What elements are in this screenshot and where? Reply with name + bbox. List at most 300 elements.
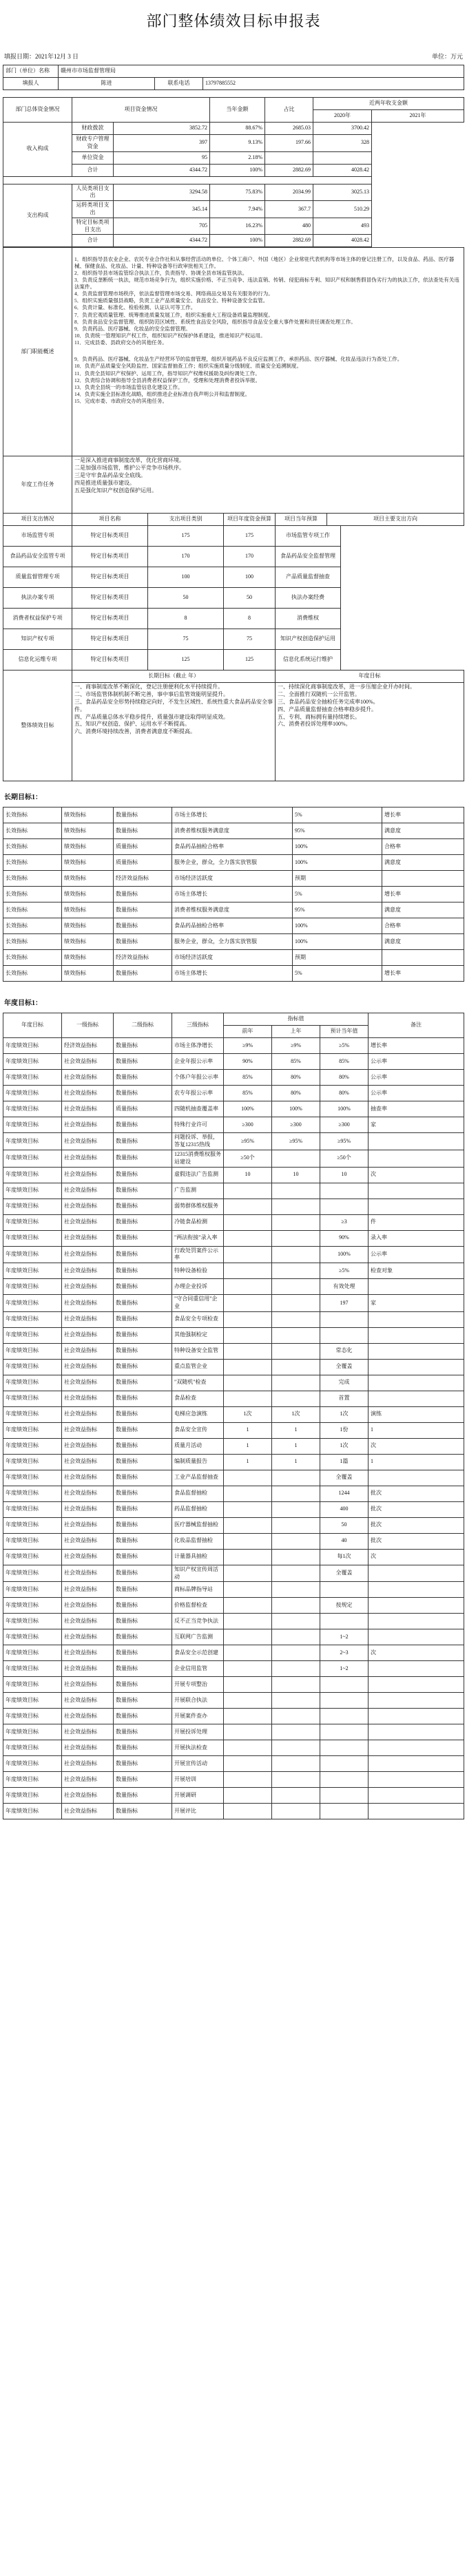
year-col-prev2	[224, 1661, 272, 1677]
year-col-cur: 全覆盖	[320, 1359, 369, 1375]
year-col-l2: 数量指标	[114, 1740, 172, 1756]
year-col-note	[369, 1614, 464, 1629]
year-col-cur: 全覆盖	[320, 1565, 369, 1582]
project-type: 特定目标类项目	[72, 650, 148, 671]
long-col-note	[382, 950, 464, 966]
year-col-prev1	[272, 1183, 320, 1199]
long-col-l1: 绩效指标	[62, 950, 114, 966]
year-col-l1: 社会效益指标	[62, 1406, 114, 1422]
year-goal-row	[3, 1645, 464, 1661]
year-col-prev2	[224, 1724, 272, 1740]
year-col-l1: 社会效益指标	[62, 1501, 114, 1517]
year-col-l1: 社会效益指标	[62, 1788, 114, 1804]
unit-label: 单位：万元	[431, 53, 463, 60]
year-col-prev2	[224, 1677, 272, 1693]
year-col-prev1	[272, 1598, 320, 1614]
project-budget-a: 8	[148, 609, 224, 629]
income-y2: 3700.42	[313, 123, 372, 135]
year-goal-row	[3, 1327, 464, 1343]
long-goal-row	[3, 855, 464, 871]
year-col-l1: 社会效益指标	[62, 1086, 114, 1101]
long-col-l1: 绩效指标	[62, 855, 114, 871]
filler-value: 陈进	[59, 78, 155, 90]
long-col-l3: 消费者维权服务满意度	[172, 902, 293, 918]
year-col-prev2	[224, 1295, 272, 1312]
year-col-prev2: 90%	[224, 1054, 272, 1070]
year-col-cur	[320, 1804, 369, 1819]
income-name: 单位资金	[72, 151, 114, 164]
expense-row	[3, 218, 464, 235]
year-col-prev2	[224, 1693, 272, 1709]
year-col-l2: 质量指标	[114, 1101, 172, 1117]
fund-hdr-item: 项目资金情况	[72, 98, 210, 123]
year-col-note	[369, 1788, 464, 1804]
year-col-note	[369, 1311, 464, 1327]
year-col-prev2: 85%	[224, 1070, 272, 1086]
long-section-title: 长期目标1：	[4, 794, 42, 802]
year-col-l1: 社会效益指标	[62, 1486, 114, 1501]
year-col-prev2: 1次	[224, 1406, 272, 1422]
project-budget-b: 170	[224, 547, 276, 567]
year-col-l3: 质量月活动	[172, 1438, 224, 1454]
year-col-l2: 数量指标	[114, 1391, 172, 1406]
year-col-prev1	[272, 1645, 320, 1661]
year-col-prev1	[272, 1391, 320, 1406]
expense-row	[3, 201, 464, 218]
year-col-prev2: ≥50个	[224, 1150, 272, 1167]
year-col-l1: 社会效益指标	[62, 1677, 114, 1693]
year-col-prev2	[224, 1598, 272, 1614]
income-row	[3, 151, 464, 164]
long-col-kind: 长效指标	[3, 902, 62, 918]
year-col-note: 1	[369, 1454, 464, 1470]
income-cur: 95	[114, 151, 210, 164]
income-name: 财政专户管理资金	[72, 135, 114, 152]
year-col-cur: 完成	[320, 1375, 369, 1391]
year-col-note	[369, 1565, 464, 1582]
year-col-l1: 社会效益指标	[62, 1470, 114, 1486]
year-col-goal: 年度绩效目标	[3, 1070, 62, 1086]
year-col-note	[369, 1598, 464, 1614]
year-goal-table	[3, 1013, 464, 1819]
year-col-note: 次	[369, 1438, 464, 1454]
year-col-prev1	[272, 1565, 320, 1582]
year-col-prev1	[272, 1661, 320, 1677]
expense-y1: 367.7	[265, 201, 313, 218]
year-col-cur: ≥95%	[320, 1133, 369, 1150]
long-goal-row	[3, 934, 464, 950]
expense-label: 支出构成	[3, 184, 72, 247]
year-col-prev2: ≥95%	[224, 1133, 272, 1150]
long-col-note	[382, 871, 464, 887]
long-goal-table	[3, 807, 464, 982]
year-col-goal: 年度绩效目标	[3, 1645, 62, 1661]
year-col-goal: 年度绩效目标	[3, 1359, 62, 1375]
year-col-l1: 社会效益指标	[62, 1343, 114, 1359]
year-col-l2: 数量指标	[114, 1150, 172, 1167]
year-col-cur: 80%	[320, 1070, 369, 1086]
year-goal-row	[3, 1343, 464, 1359]
year-col-cur: 197	[320, 1295, 369, 1312]
overall-label: 整体绩效目标	[3, 671, 72, 781]
project-name: 市场监管专项	[3, 526, 72, 547]
duties-label: 部门职能概述	[3, 248, 72, 456]
year-col-l2: 数量指标	[114, 1517, 172, 1533]
year-col-l1: 社会效益指标	[62, 1517, 114, 1533]
project-name: 质量监督管理专项	[3, 567, 72, 588]
year-col-prev1	[272, 1501, 320, 1517]
project-type: 特定目标类项目	[72, 629, 148, 650]
year-col-cur: 400	[320, 1501, 369, 1517]
year-col-goal: 年度绩效目标	[3, 1788, 62, 1804]
year-col-l2: 数量指标	[114, 1661, 172, 1677]
year-col-prev1: 10	[272, 1167, 320, 1183]
year-col-note	[369, 1391, 464, 1406]
long-col-l1: 绩效指标	[62, 807, 114, 823]
year-col-prev1	[272, 1614, 320, 1629]
year-col-prev1	[272, 1533, 320, 1549]
expense-pct: 100%	[210, 235, 265, 247]
year-col-prev1	[272, 1359, 320, 1375]
income-y2: 4028.42	[313, 164, 372, 176]
long-col-l3: 服务企业，群众，全力落实放管服	[172, 855, 293, 871]
year-col-note: 公示率	[369, 1054, 464, 1070]
year-col-prev2	[224, 1614, 272, 1629]
year-col-cur: 1~2	[320, 1661, 369, 1677]
year-goal-row	[3, 1406, 464, 1422]
year-col-goal: 年度绩效目标	[3, 1582, 62, 1598]
project-budget-b: 125	[224, 650, 276, 671]
year-goal-row	[3, 1230, 464, 1246]
year-col-prev2	[224, 1645, 272, 1661]
fund-hdr-pct: 占比	[265, 98, 313, 123]
long-col-value: 100%	[293, 855, 382, 871]
year-col-goal: 年度绩效目标	[3, 1183, 62, 1199]
year-col-l2: 数量指标	[114, 1724, 172, 1740]
year-col-prev2	[224, 1804, 272, 1819]
expense-pct: 7.94%	[210, 201, 265, 218]
fund-table	[3, 97, 464, 247]
expense-cur: 345.14	[114, 201, 210, 218]
project-direction: 执法办案经费	[276, 588, 341, 609]
overall-hdr-long: 长期目标（截止 年）	[72, 671, 276, 683]
year-col-cur: 1份	[320, 1422, 369, 1438]
year-col-goal: 年度绩效目标	[3, 1422, 62, 1438]
year-col-note	[369, 1133, 464, 1150]
year-col-l2: 数量指标	[114, 1565, 172, 1582]
year-col-cur	[320, 1183, 369, 1199]
year-goal-row	[3, 1709, 464, 1724]
year-col-l2: 数量指标	[114, 1645, 172, 1661]
year-goal-row	[3, 1086, 464, 1101]
long-col-kind: 长效指标	[3, 855, 62, 871]
year-col-goal: 年度绩效目标	[3, 1598, 62, 1614]
year-col-l2: 数量指标	[114, 1311, 172, 1327]
year-col-goal: 年度绩效目标	[3, 1772, 62, 1788]
project-row	[3, 588, 464, 609]
year-col-note: 家	[369, 1295, 464, 1312]
year-col-note: 次	[369, 1549, 464, 1565]
yh-c: 二级指标	[114, 1013, 172, 1038]
year-col-cur	[320, 1199, 369, 1214]
year-col-cur: 首置	[320, 1391, 369, 1406]
year-col-l2: 数量指标	[114, 1598, 172, 1614]
year-col-note	[369, 1661, 464, 1677]
page-title: 部门整体绩效目标申报表	[146, 12, 321, 30]
long-col-l3: 市场经济活跃度	[172, 871, 293, 887]
year-col-note: 批次	[369, 1501, 464, 1517]
year-col-l1: 社会效益指标	[62, 1740, 114, 1756]
year-col-prev2	[224, 1199, 272, 1214]
year-col-l3: 企业年报公示率	[172, 1054, 224, 1070]
year-col-goal: 年度绩效目标	[3, 1199, 62, 1214]
year-col-l1: 社会效益指标	[62, 1133, 114, 1150]
year-col-l2: 数量指标	[114, 1327, 172, 1343]
year-col-l2: 数量指标	[114, 1756, 172, 1772]
long-col-value: 5%	[293, 966, 382, 982]
year-col-note	[369, 1804, 464, 1819]
form-page	[0, 10, 467, 1828]
long-col-l1: 绩效指标	[62, 934, 114, 950]
year-section-title: 年度目标1：	[4, 1000, 42, 1008]
long-col-value: 100%	[293, 918, 382, 934]
year-col-l3: 工业产品监督抽查	[172, 1470, 224, 1486]
long-goal-row	[3, 887, 464, 902]
long-col-l2: 数量指标	[114, 934, 172, 950]
year-col-l3: 食品安全宣传	[172, 1422, 224, 1438]
year-col-cur: 80%	[320, 1086, 369, 1101]
long-col-value: 预期	[293, 871, 382, 887]
year-col-note	[369, 1327, 464, 1343]
year-goal-row	[3, 1117, 464, 1133]
project-type: 特定目标类项目	[72, 526, 148, 547]
long-col-value: 5%	[293, 807, 382, 823]
year-col-l2: 数量指标	[114, 1772, 172, 1788]
long-goal-row	[3, 902, 464, 918]
dept-label: 部门（单位）名称	[3, 65, 59, 78]
year-col-note	[369, 1279, 464, 1295]
expense-name: 运转类项目支出	[72, 201, 114, 218]
year-col-l1: 社会效益指标	[62, 1327, 114, 1343]
dept-value: 赣州市市场监督管理局	[59, 65, 464, 78]
year-col-prev2	[224, 1391, 272, 1406]
year-col-l3: 其他强制检定	[172, 1327, 224, 1343]
year-col-l1: 社会效益指标	[62, 1549, 114, 1565]
year-col-prev2	[224, 1311, 272, 1327]
year-col-prev1: 85%	[272, 1054, 320, 1070]
year-col-goal: 年度绩效目标	[3, 1086, 62, 1101]
year-col-l3: 开展联合执法	[172, 1693, 224, 1709]
year-col-prev2	[224, 1246, 272, 1263]
year-col-prev1: 1次	[272, 1406, 320, 1422]
long-col-l2: 质量指标	[114, 839, 172, 855]
expense-y1: 2882.69	[265, 235, 313, 247]
project-budget-b: 175	[224, 526, 276, 547]
year-col-note: 件	[369, 1214, 464, 1230]
year-col-goal: 年度绩效目标	[3, 1740, 62, 1756]
year-goal-row	[3, 1629, 464, 1645]
year-col-note	[369, 1375, 464, 1391]
year-col-goal: 年度绩效目标	[3, 1454, 62, 1470]
year-col-prev1	[272, 1199, 320, 1214]
year-col-goal: 年度绩效目标	[3, 1391, 62, 1406]
income-pct: 100%	[210, 164, 265, 176]
year-col-l3: 反不正当竞争执法	[172, 1614, 224, 1629]
year-col-prev2	[224, 1533, 272, 1549]
year-col-l3: 化妆品监督抽检	[172, 1533, 224, 1549]
proj-hdr-dir: 项目主要支出方向	[327, 514, 464, 526]
long-col-l3: 市场主体增长	[172, 807, 293, 823]
year-col-prev1	[272, 1327, 320, 1343]
year-goal-row	[3, 1598, 464, 1614]
expense-y2: 3025.13	[313, 184, 372, 201]
year-col-l2: 数量指标	[114, 1375, 172, 1391]
year-goal-row	[3, 1375, 464, 1391]
year-col-prev1: 100%	[272, 1101, 320, 1117]
year-col-prev1	[272, 1772, 320, 1788]
year-col-note	[369, 1709, 464, 1724]
year-col-l3: "双随机"检查	[172, 1375, 224, 1391]
long-col-note: 满意度	[382, 934, 464, 950]
project-type: 特定目标类项目	[72, 588, 148, 609]
year-col-l3: 开展评比	[172, 1804, 224, 1819]
year-col-prev2	[224, 1517, 272, 1533]
year-goal-row	[3, 1199, 464, 1214]
income-y2	[313, 151, 372, 164]
income-cur: 397	[114, 135, 210, 152]
long-col-l2: 数量指标	[114, 902, 172, 918]
year-col-prev2: 1	[224, 1438, 272, 1454]
year-col-l3: 特种设备安全监管	[172, 1343, 224, 1359]
year-col-goal: 年度绩效目标	[3, 1756, 62, 1772]
year-col-cur: 1~2	[320, 1629, 369, 1645]
project-row	[3, 567, 464, 588]
year-col-note	[369, 1693, 464, 1709]
year-col-prev2	[224, 1740, 272, 1756]
project-direction: 消费维权	[276, 609, 341, 629]
year-goal-row	[3, 1295, 464, 1312]
fund-hdr-cur: 当年金额	[210, 98, 265, 123]
year-goal-row	[3, 1517, 464, 1533]
year-col-l1: 社会效益指标	[62, 1582, 114, 1598]
year-col-l3: 药品监督抽检	[172, 1501, 224, 1517]
income-y1	[265, 151, 313, 164]
year-col-l3: 问题投诉、举报，答复12315热线	[172, 1133, 224, 1150]
long-col-kind: 长效指标	[3, 887, 62, 902]
year-goal-row	[3, 1804, 464, 1819]
yh-d: 三级指标	[172, 1013, 224, 1038]
year-col-note	[369, 1677, 464, 1693]
long-goal-row	[3, 871, 464, 887]
long-col-note: 增长率	[382, 966, 464, 982]
year-goal-row	[3, 1724, 464, 1740]
project-type: 特定目标类项目	[72, 547, 148, 567]
expense-name: 人员类项目支出	[72, 184, 114, 201]
year-col-l3: 食品安全专项检查	[172, 1311, 224, 1327]
year-col-prev2	[224, 1788, 272, 1804]
year-col-cur	[320, 1582, 369, 1598]
expense-y1: 480	[265, 218, 313, 235]
year-col-l3: 编制质量报告	[172, 1454, 224, 1470]
income-y2: 328	[313, 135, 372, 152]
year-col-cur: ≥50个	[320, 1150, 369, 1167]
year-col-l1: 社会效益指标	[62, 1214, 114, 1230]
projects-label: 项目支出情况	[3, 514, 72, 526]
project-row	[3, 629, 464, 650]
year-col-prev2	[224, 1279, 272, 1295]
year-goal-row	[3, 1070, 464, 1086]
year-col-l2: 数量指标	[114, 1501, 172, 1517]
year-col-l1: 社会效益指标	[62, 1661, 114, 1677]
year-col-cur: 100%	[320, 1246, 369, 1263]
year-col-cur: 每1次	[320, 1549, 369, 1565]
year-col-note	[369, 1724, 464, 1740]
year-col-goal: 年度绩效目标	[3, 1246, 62, 1263]
year-col-cur: 按规定	[320, 1598, 369, 1614]
long-col-l2: 质量指标	[114, 855, 172, 871]
long-col-l2: 数量指标	[114, 887, 172, 902]
year-col-l3: 计量器具抽检	[172, 1549, 224, 1565]
year-col-note: 批次	[369, 1486, 464, 1501]
year-col-l1: 社会效益指标	[62, 1054, 114, 1070]
project-row	[3, 526, 464, 547]
year-goal-row	[3, 1183, 464, 1199]
year-col-note: 录入率	[369, 1230, 464, 1246]
year-col-cur	[320, 1772, 369, 1788]
year-col-prev2	[224, 1501, 272, 1517]
year-col-prev1	[272, 1756, 320, 1772]
year-col-cur: ≥5%	[320, 1038, 369, 1054]
year-col-prev2: 85%	[224, 1086, 272, 1101]
year-col-l3: 广告监测	[172, 1183, 224, 1199]
year-col-goal: 年度绩效目标	[3, 1709, 62, 1724]
year-col-l2: 数量指标	[114, 1359, 172, 1375]
year-col-l3: 食品监督抽检	[172, 1486, 224, 1501]
year-goal-row	[3, 1533, 464, 1549]
year-col-l2: 数量指标	[114, 1629, 172, 1645]
year-col-l1: 社会效益指标	[62, 1150, 114, 1167]
income-row	[3, 135, 464, 152]
year-col-prev2	[224, 1327, 272, 1343]
year-col-prev1	[272, 1150, 320, 1167]
long-col-kind: 长效指标	[3, 950, 62, 966]
long-goal-row	[3, 950, 464, 966]
project-name: 食品药品安全监管专项	[3, 547, 72, 567]
project-name: 消费者权益保护专项	[3, 609, 72, 629]
long-col-l2: 经济效益指标	[114, 871, 172, 887]
year-col-l2: 数量指标	[114, 1183, 172, 1199]
year-col-prev2	[224, 1470, 272, 1486]
income-cur: 3852.72	[114, 123, 210, 135]
expense-y2: 510.29	[313, 201, 372, 218]
year-col-cur: 90%	[320, 1230, 369, 1246]
year-col-goal: 年度绩效目标	[3, 1343, 62, 1359]
year-col-prev1: 1	[272, 1422, 320, 1438]
year-col-cur	[320, 1740, 369, 1756]
expense-row	[3, 184, 464, 201]
year-goal-row	[3, 1565, 464, 1582]
long-col-value: 预期	[293, 950, 382, 966]
year-col-goal: 年度绩效目标	[3, 1661, 62, 1677]
project-budget-a: 75	[148, 629, 224, 650]
year-col-l1: 社会效益指标	[62, 1724, 114, 1740]
year-col-l1: 社会效益指标	[62, 1533, 114, 1549]
yh-b: 一级指标	[62, 1013, 114, 1038]
year-col-goal: 年度绩效目标	[3, 1279, 62, 1295]
expense-pct: 16.23%	[210, 218, 265, 235]
year-col-goal: 年度绩效目标	[3, 1101, 62, 1117]
year-col-l2: 数量指标	[114, 1214, 172, 1230]
